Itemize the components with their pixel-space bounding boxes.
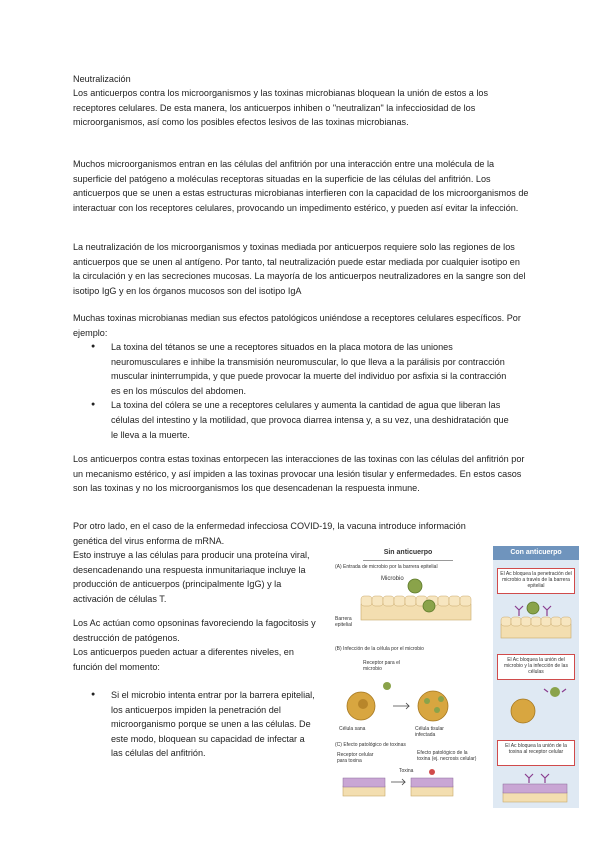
label-toxin-receptor: Receptor celular para toxina (337, 752, 374, 764)
antibody-icon (515, 606, 523, 616)
header-with-antibody: Con anticuerpo (493, 546, 579, 560)
toxin-icon (429, 769, 435, 775)
list-item: ● Si el microbio intenta entrar por la barrera epitelial, los anticuerpos impiden la penetración del microorganismo porque se unen a las células. De este modo, bloquean su capacidad de infectar a las células del anfitrión. (91, 688, 316, 761)
levels-list (91, 688, 316, 761)
paragraph-entry: Muchos microorganismos entran en las células del anfitrión por una interacción entre una molécula de la superficie del patógeno a moléculas receptoras situadas en la superficie de las células del anfitrión. Los anticuerpos que se unen a estas estructuras microbianas interfieren con la capacidad de los microorganismos de interactuar con los receptores celulares, provocando un impedimento estérico, y pueden así evitar la infección. (73, 159, 529, 213)
label-section-c: (C) Efecto patológico de toxinas (335, 742, 406, 748)
label-section-b: (B) Infección de la célula por el microbio (335, 646, 424, 652)
label-infected-cell: Célula tisular infectada (415, 726, 444, 738)
section-title: Neutralización (73, 74, 131, 84)
label-receptor: Receptor para el microbio (363, 660, 400, 672)
label-microbe: Microbio (381, 576, 404, 582)
label-toxin: Toxina (399, 768, 414, 774)
label-pathologic-effect: Efecto patológico de la toxina (ej. necrosis celular) (417, 750, 477, 762)
box-block-toxin: El Ac bloquea la unión de la toxina al receptor celular (497, 740, 575, 766)
header-without-antibody: Sin anticuerpo (363, 546, 453, 561)
toxin-examples-list (91, 340, 511, 442)
neutralization-figure (333, 546, 579, 808)
paragraph-mrna: Esto instruye a las células para producir una proteína viral, desencadenando una respuesta inmunitariaque incluye la producción de anticuerpos (principalmente IgG) y la activación de células T. (73, 550, 310, 604)
arrow-icon (393, 703, 409, 709)
epithelium-right (501, 602, 571, 638)
paragraph-toxins: Muchas toxinas microbianas median sus efectos patológicos uniéndose a receptores celulares específicos. Por ejemplo: (73, 313, 521, 338)
label-healthy-cell: Célula sana (339, 726, 366, 732)
paragraph-covid: Por otro lado, en el caso de la enfermedad infecciosa COVID-19, la vacuna introduce información genética del virus enforma de mRNA. (73, 521, 466, 546)
label-section-a: (A) Entrada de microbio por la barrera epitelial (335, 564, 438, 570)
label-barrier: Barrera epitelial (335, 616, 352, 628)
box-block-penetration: El Ac bloquea la penetración del microbio a través de la barrera epitelial (497, 568, 575, 594)
paragraph-levels: Los anticuerpos pueden actuar a diferentes niveles, en función del momento: (73, 647, 294, 672)
epithelium-left (361, 579, 471, 620)
toxin-right (503, 774, 567, 802)
paragraph-isotypes: La neutralización de los microorganismos y toxinas mediada por anticuerpos requiere solo las regiones de los anticuerpos que se unen al antígeno. Por tanto, tal neutralización puede estar mediada por cualquier isotipo en la circulación y en las secreciones mucosas. La mayoría de los anticuerpos neutralizadores en la sangre son del isotipo IgG y en los órganos mucosos son del isotipo IgA (73, 242, 526, 296)
toxin-left (343, 769, 453, 796)
paragraph-opsonins: Los Ac actúan como opsoninas favoreciendo la fagocitosis y destrucción de patógenos. (73, 618, 316, 643)
infection-right (511, 687, 566, 723)
box-block-infection: El Ac bloquea la unión del microbio y la infección de las células (497, 654, 575, 680)
microbe-icon (408, 579, 422, 593)
list-item: ● La toxina del tétanos se une a receptores situados en la placa motora de las uniones neuromusculares e inhibe la transmisión neuromuscular, lo que lleva a la parálisis por contracción muscular ininterrumpida, y que puede provocar la muerte del individuo por asfixia si la contracción es en los músculos del abdomen. (91, 340, 511, 398)
paragraph-steric: Los anticuerpos contra estas toxinas entorpecen las interacciones de las toxinas con las células del anfitrión por un mecanismo estérico, y así impiden a las toxinas provocar una lesión tisular y enfermedades. En estos casos son las toxinas y no los microorganismos los que desencadenan la respuesta inmune. (73, 454, 525, 494)
paragraph-intro: Los anticuerpos contra los microorganismos y las toxinas microbianas bloquean la unión de estos a los receptores celulares. De esta manera, los anticuerpos inhiben o "neutralizan" la infecciosidad de los microorganismos, así como los posibles efectos lesivos de las toxinas microbianas. (73, 88, 489, 128)
infection-left (347, 682, 448, 721)
list-item: ● La toxina del cólera se une a receptores celulares y aumenta la cantidad de agua que liberan las células del intestino y la motilidad, que provoca diarrea intensa y, a su vez, una deshidratación que le lleva a la muerte. (91, 398, 511, 442)
antibody-icon (543, 606, 551, 616)
